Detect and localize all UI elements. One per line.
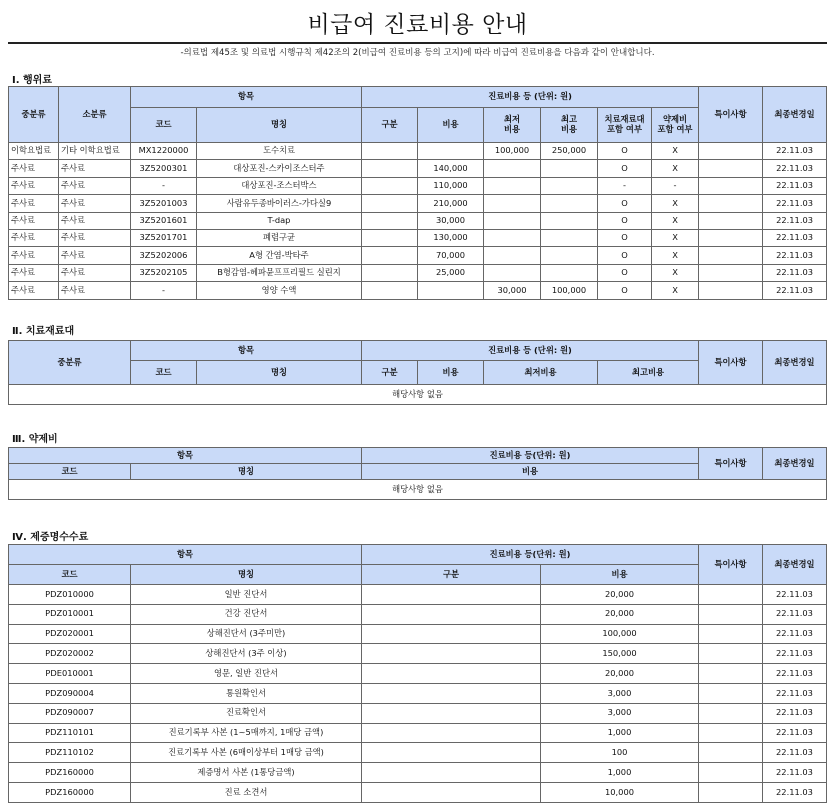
cell-max-cost <box>541 264 598 281</box>
cell-material-included: O <box>598 160 652 177</box>
header-name: 명칭 <box>197 361 362 385</box>
cell-max-cost: 100,000 <box>541 282 598 299</box>
cell-material-included: O <box>598 195 652 212</box>
cell-code: PDZ010001 <box>9 604 131 624</box>
cell-name: 상해진단서 (3주 이상) <box>131 644 362 664</box>
cell-last-changed: 22.11.03 <box>763 212 827 229</box>
cell-notes <box>699 264 763 281</box>
cell-last-changed: 22.11.03 <box>763 644 827 664</box>
cell-type <box>362 264 418 281</box>
cell-major: 이학요법료 <box>9 143 59 160</box>
cell-max-cost <box>541 160 598 177</box>
cell-code: 3Z5202006 <box>131 247 197 264</box>
cell-last-changed: 22.11.03 <box>763 763 827 783</box>
table-row <box>9 723 827 743</box>
cell-major: 주사료 <box>9 160 59 177</box>
cell-drug-included: - <box>652 177 699 194</box>
cell-cost <box>418 143 484 160</box>
table-row <box>9 664 827 684</box>
certificate-fees-table <box>8 544 827 803</box>
cell-cost: 25,000 <box>418 264 484 281</box>
cell-major: 주사료 <box>9 282 59 299</box>
header-last-changed: 최종변경일 <box>763 341 827 385</box>
cell-drug-included: X <box>652 247 699 264</box>
cell-notes <box>699 604 763 624</box>
cell-cost: 20,000 <box>541 604 699 624</box>
cell-major: 주사료 <box>9 212 59 229</box>
cell-type <box>362 160 418 177</box>
cell-type <box>362 703 541 723</box>
cell-name: B형감염-헤파뮨프프리필드 실린지 <box>197 264 362 281</box>
cell-last-changed: 22.11.03 <box>763 143 827 160</box>
cell-min-cost <box>484 229 541 246</box>
cell-type <box>362 282 418 299</box>
empty-note: 해당사항 없음 <box>9 480 827 500</box>
cell-code: - <box>131 177 197 194</box>
cell-notes <box>699 160 763 177</box>
cell-material-included: O <box>598 212 652 229</box>
cell-code: PDZ020002 <box>9 644 131 664</box>
cell-code: - <box>131 282 197 299</box>
header-notes: 특이사항 <box>699 87 763 143</box>
cell-cost <box>418 282 484 299</box>
table-row <box>9 683 827 703</box>
cell-type <box>362 229 418 246</box>
cell-notes <box>699 212 763 229</box>
cell-max-cost <box>541 212 598 229</box>
cell-last-changed: 22.11.03 <box>763 743 827 763</box>
header-cost: 비용 <box>362 464 699 480</box>
cell-notes <box>699 624 763 644</box>
cell-min-cost <box>484 247 541 264</box>
header-item: 항목 <box>9 545 362 565</box>
header-code: 코드 <box>9 565 131 585</box>
cell-type <box>362 585 541 605</box>
cell-last-changed: 22.11.03 <box>763 177 827 194</box>
header-drug-included: 약제비 포함 여부 <box>652 108 699 143</box>
cell-max-cost <box>541 229 598 246</box>
section-heading-drugs: Ⅲ. 약제비 <box>12 434 58 445</box>
cell-min-cost <box>484 177 541 194</box>
header-min-cost: 최저비용 <box>484 361 598 385</box>
header-max-cost: 최고비용 <box>598 361 699 385</box>
table-row <box>9 195 827 212</box>
cell-code: PDE010001 <box>9 664 131 684</box>
cell-type <box>362 723 541 743</box>
cell-name: 상해진단서 (3주미만) <box>131 624 362 644</box>
table-row <box>9 282 827 299</box>
header-last-changed: 최종변경일 <box>763 545 827 585</box>
table-row <box>9 212 827 229</box>
cell-type <box>362 143 418 160</box>
cell-type <box>362 782 541 802</box>
cell-code: PDZ020001 <box>9 624 131 644</box>
cell-type <box>362 644 541 664</box>
header-cost: 비용 <box>541 565 699 585</box>
cell-last-changed: 22.11.03 <box>763 160 827 177</box>
header-code: 코드 <box>131 108 197 143</box>
cell-last-changed: 22.11.03 <box>763 604 827 624</box>
cell-major: 주사료 <box>9 195 59 212</box>
cell-cost: 30,000 <box>418 212 484 229</box>
cell-min-cost <box>484 160 541 177</box>
cell-cost: 130,000 <box>418 229 484 246</box>
empty-note: 해당사항 없음 <box>9 385 827 405</box>
cell-drug-included: X <box>652 264 699 281</box>
section-heading-materials: Ⅱ. 치료재료대 <box>12 326 75 337</box>
cell-name: 도수치료 <box>197 143 362 160</box>
cell-type <box>362 195 418 212</box>
header-type: 구분 <box>362 108 418 143</box>
cell-drug-included: X <box>652 282 699 299</box>
cell-drug-included: X <box>652 195 699 212</box>
cell-last-changed: 22.11.03 <box>763 723 827 743</box>
header-cost-group: 진료비용 등 (단위: 원) <box>362 341 699 361</box>
header-cost: 비용 <box>418 361 484 385</box>
cell-type <box>362 604 541 624</box>
section-heading-procedures: Ⅰ. 행위료 <box>12 75 52 86</box>
cell-code: 3Z5201003 <box>131 195 197 212</box>
header-notes: 특이사항 <box>699 545 763 585</box>
cell-major: 주사료 <box>9 177 59 194</box>
header-cost: 비용 <box>418 108 484 143</box>
cell-last-changed: 22.11.03 <box>763 282 827 299</box>
cell-notes <box>699 703 763 723</box>
cell-cost: 10,000 <box>541 782 699 802</box>
table-row <box>9 782 827 802</box>
cell-cost: 210,000 <box>418 195 484 212</box>
cell-max-cost <box>541 177 598 194</box>
cell-notes <box>699 763 763 783</box>
cell-type <box>362 177 418 194</box>
cell-material-included: - <box>598 177 652 194</box>
cell-cost: 140,000 <box>418 160 484 177</box>
cell-minor: 주사료 <box>59 229 131 246</box>
materials-table <box>8 340 827 405</box>
cell-minor: 기타 이학요법료 <box>59 143 131 160</box>
header-code: 코드 <box>9 464 131 480</box>
header-last-changed: 최종변경일 <box>763 448 827 480</box>
cell-last-changed: 22.11.03 <box>763 624 827 644</box>
cell-code: PDZ110102 <box>9 743 131 763</box>
cell-max-cost <box>541 247 598 264</box>
table-row <box>9 644 827 664</box>
cell-last-changed: 22.11.03 <box>763 229 827 246</box>
header-item: 항목 <box>131 341 362 361</box>
cell-last-changed: 22.11.03 <box>763 683 827 703</box>
procedures-table <box>8 86 827 300</box>
header-type: 구분 <box>362 361 418 385</box>
header-name: 명칭 <box>131 565 362 585</box>
table-row <box>9 604 827 624</box>
header-name: 명칭 <box>197 108 362 143</box>
header-type: 구분 <box>362 565 541 585</box>
cell-cost: 100 <box>541 743 699 763</box>
cell-notes <box>699 282 763 299</box>
cell-max-cost <box>541 195 598 212</box>
cell-name: 진료확인서 <box>131 703 362 723</box>
table-row <box>9 624 827 644</box>
cell-name: 대상포진-스카이조스터주 <box>197 160 362 177</box>
cell-code: PDZ010000 <box>9 585 131 605</box>
cell-material-included: O <box>598 282 652 299</box>
cell-drug-included: X <box>652 143 699 160</box>
cell-code: 3Z5201601 <box>131 212 197 229</box>
cell-min-cost <box>484 195 541 212</box>
table-row <box>9 763 827 783</box>
cell-max-cost: 250,000 <box>541 143 598 160</box>
cell-minor: 주사료 <box>59 195 131 212</box>
header-cost-group: 진료비용 등 (단위: 원) <box>362 87 699 108</box>
cell-cost: 20,000 <box>541 664 699 684</box>
table-row <box>9 585 827 605</box>
cell-last-changed: 22.11.03 <box>763 195 827 212</box>
cell-min-cost: 30,000 <box>484 282 541 299</box>
cell-cost: 1,000 <box>541 763 699 783</box>
cell-cost: 3,000 <box>541 703 699 723</box>
cell-name: 일반 진단서 <box>131 585 362 605</box>
cell-cost: 1,000 <box>541 723 699 743</box>
cell-min-cost <box>484 264 541 281</box>
cell-notes <box>699 782 763 802</box>
cell-type <box>362 683 541 703</box>
table-row <box>9 229 827 246</box>
cell-name: 폐렴구균 <box>197 229 362 246</box>
cell-name: T-dap <box>197 212 362 229</box>
table-row <box>9 743 827 763</box>
cell-name: 진료기록부 사본 (1~5매까지, 1매당 금액) <box>131 723 362 743</box>
cell-last-changed: 22.11.03 <box>763 247 827 264</box>
cell-cost: 110,000 <box>418 177 484 194</box>
cell-notes <box>699 247 763 264</box>
cell-name: 대상포진-조스터박스 <box>197 177 362 194</box>
table-row <box>9 264 827 281</box>
cell-material-included: O <box>598 229 652 246</box>
cell-name: 건강 진단서 <box>131 604 362 624</box>
cell-major: 주사료 <box>9 264 59 281</box>
cell-notes <box>699 683 763 703</box>
cell-notes <box>699 177 763 194</box>
table-row <box>9 247 827 264</box>
cell-drug-included: X <box>652 160 699 177</box>
cell-cost: 150,000 <box>541 644 699 664</box>
cell-material-included: O <box>598 247 652 264</box>
header-cost-group: 진료비용 등(단위: 원) <box>362 448 699 464</box>
header-minor: 소분류 <box>59 87 131 143</box>
header-min-cost: 최저 비용 <box>484 108 541 143</box>
section-heading-certificate-fees: Ⅳ. 제증명수수료 <box>12 532 89 543</box>
cell-drug-included: X <box>652 212 699 229</box>
cell-type <box>362 624 541 644</box>
cell-cost: 100,000 <box>541 624 699 644</box>
cell-type <box>362 743 541 763</box>
cell-last-changed: 22.11.03 <box>763 264 827 281</box>
cell-code: 3Z5200301 <box>131 160 197 177</box>
header-notes: 특이사항 <box>699 341 763 385</box>
cell-name: 통원확인서 <box>131 683 362 703</box>
cell-name: A형 간염-박타주 <box>197 247 362 264</box>
cell-notes <box>699 743 763 763</box>
cell-minor: 주사료 <box>59 264 131 281</box>
header-item: 항목 <box>131 87 362 108</box>
cell-last-changed: 22.11.03 <box>763 585 827 605</box>
cell-name: 영문, 일반 진단서 <box>131 664 362 684</box>
cell-last-changed: 22.11.03 <box>763 782 827 802</box>
cell-code: PDZ110101 <box>9 723 131 743</box>
cell-code: MX1220000 <box>131 143 197 160</box>
cell-minor: 주사료 <box>59 282 131 299</box>
cell-name: 제증명서 사본 (1통당금액) <box>131 763 362 783</box>
cell-major: 주사료 <box>9 229 59 246</box>
header-code: 코드 <box>131 361 197 385</box>
header-major: 중분류 <box>9 87 59 143</box>
header-material-included: 치료재료대 포함 여부 <box>598 108 652 143</box>
cell-last-changed: 22.11.03 <box>763 664 827 684</box>
cell-minor: 주사료 <box>59 212 131 229</box>
table-row <box>9 143 827 160</box>
cell-type <box>362 212 418 229</box>
cell-code: PDZ160000 <box>9 763 131 783</box>
cell-cost: 3,000 <box>541 683 699 703</box>
cell-notes <box>699 229 763 246</box>
page-subtitle: -의료법 제45조 및 의료법 시행규칙 제42조의 2(비급여 진료비용 등의 고지)에 따라 비급여 진료비용을 다음과 같이 안내합니다. <box>180 48 655 58</box>
cell-notes <box>699 644 763 664</box>
cell-min-cost <box>484 212 541 229</box>
cell-code: 3Z5201701 <box>131 229 197 246</box>
cell-name: 진료기록부 사본 (6매이상부터 1매당 금액) <box>131 743 362 763</box>
cell-drug-included: X <box>652 229 699 246</box>
table-row <box>9 177 827 194</box>
header-item: 항목 <box>9 448 362 464</box>
cell-notes <box>699 723 763 743</box>
header-major: 중분류 <box>9 341 131 385</box>
cell-type <box>362 763 541 783</box>
header-last-changed: 최종변경일 <box>763 87 827 143</box>
cell-notes <box>699 585 763 605</box>
cell-type <box>362 664 541 684</box>
cell-notes <box>699 664 763 684</box>
cell-minor: 주사료 <box>59 247 131 264</box>
cell-material-included: O <box>598 143 652 160</box>
header-max-cost: 최고 비용 <box>541 108 598 143</box>
cell-code: PDZ090004 <box>9 683 131 703</box>
cell-cost: 70,000 <box>418 247 484 264</box>
cell-min-cost: 100,000 <box>484 143 541 160</box>
cell-name: 사람유두종바이러스-가다실9 <box>197 195 362 212</box>
cell-name: 진료 소견서 <box>131 782 362 802</box>
table-row <box>9 703 827 723</box>
table-row <box>9 160 827 177</box>
header-cost-group: 진료비용 등(단위: 원) <box>362 545 699 565</box>
page-title: 비급여 진료비용 안내 <box>8 6 827 44</box>
cell-minor: 주사료 <box>59 160 131 177</box>
cell-last-changed: 22.11.03 <box>763 703 827 723</box>
cell-code: PDZ090007 <box>9 703 131 723</box>
cell-minor: 주사료 <box>59 177 131 194</box>
cell-notes <box>699 143 763 160</box>
cell-material-included: O <box>598 264 652 281</box>
cell-code: PDZ160000 <box>9 782 131 802</box>
cell-type <box>362 247 418 264</box>
header-notes: 특이사항 <box>699 448 763 480</box>
cell-code: 3Z5202105 <box>131 264 197 281</box>
cell-name: 영양 수액 <box>197 282 362 299</box>
cell-major: 주사료 <box>9 247 59 264</box>
cell-cost: 20,000 <box>541 585 699 605</box>
cell-notes <box>699 195 763 212</box>
drugs-table <box>8 447 827 500</box>
header-name: 명칭 <box>131 464 362 480</box>
